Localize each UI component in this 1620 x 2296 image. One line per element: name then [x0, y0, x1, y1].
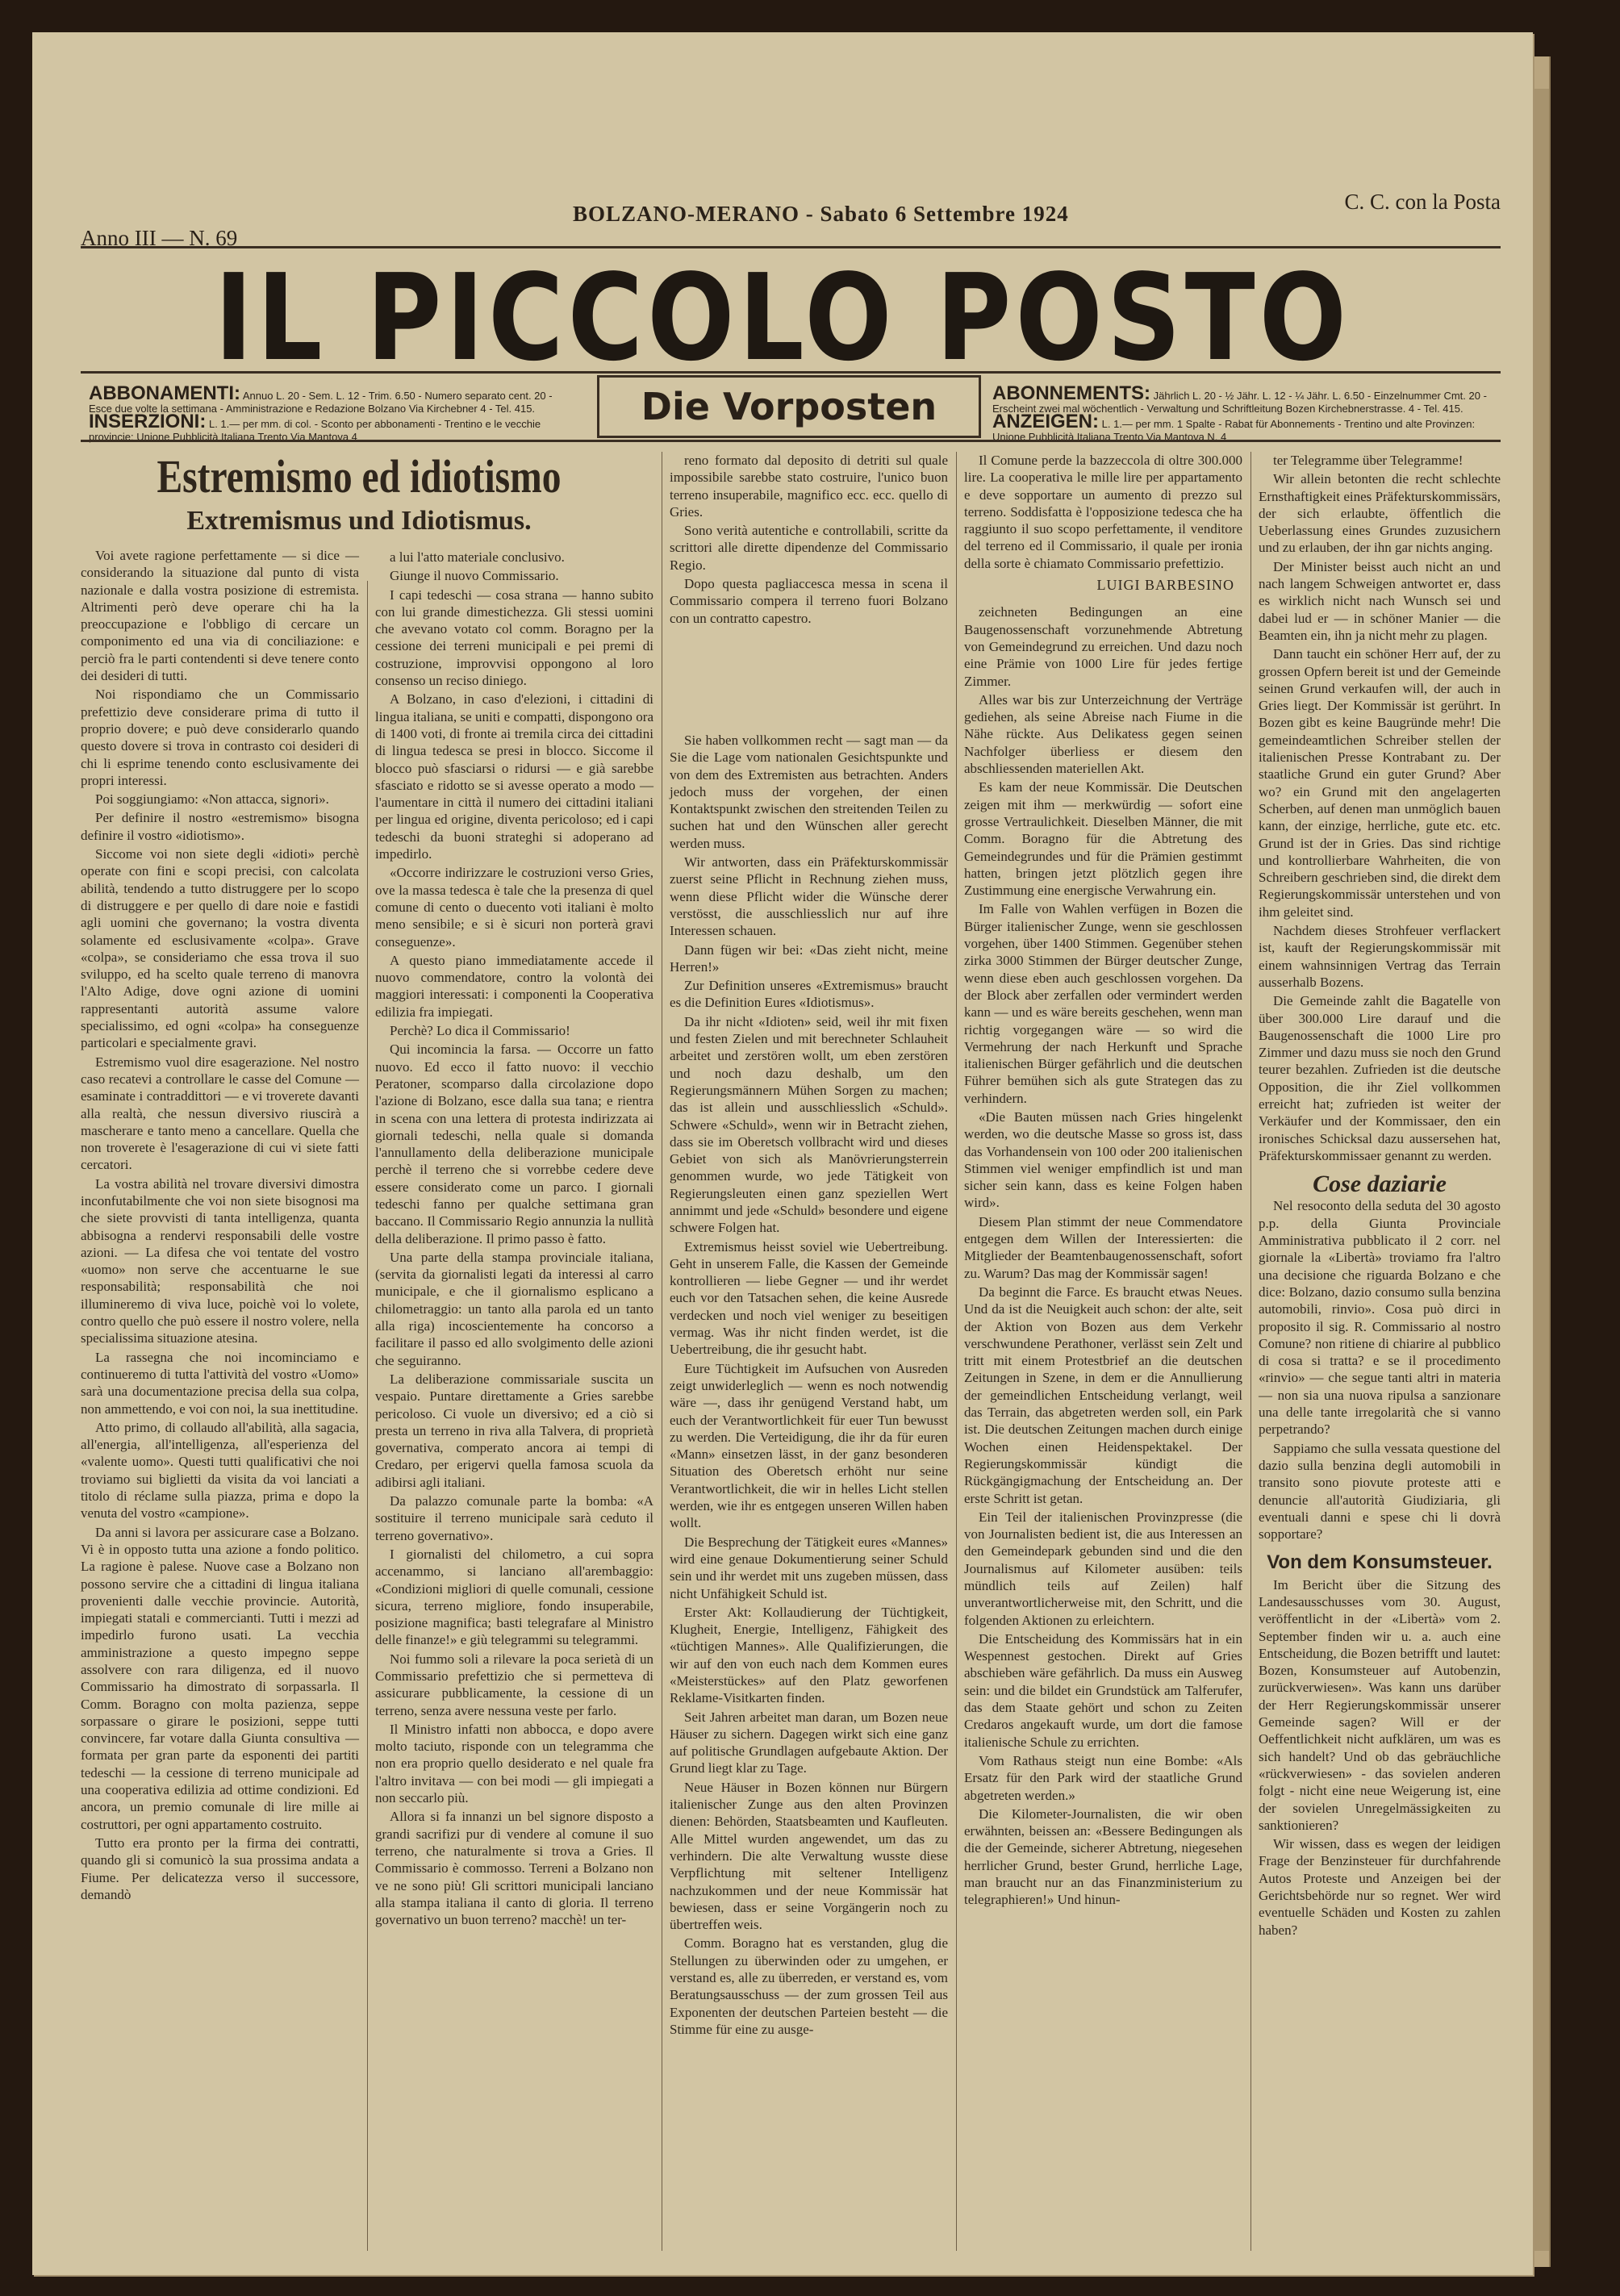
paragraph: Der Minister beisst auch nicht an und nach langem Schweigen antwortet er, dass es wirklich nicht nach Wunsch sei und dabei lud er — in schöner Manier — die Beamten ein, ihn ja nicht mehr zu plagen. — [1259, 558, 1501, 643]
issue-number: Anno III — N. 69 — [81, 226, 238, 250]
inserzioni-label: INSERZIONI: — [89, 411, 207, 432]
col5-german-body — [1259, 452, 1501, 1164]
newspaper-title: IL PICCOLO POSTO — [214, 248, 1351, 387]
paragraph: Im Bericht über die Sitzung des Landesausschusses vom 30. August, veröffentlicht in der «Libertà» vom 2. September finden wir u. a. auch eine Entscheidung, die Bozen betrifft und lautet: Bozen, Konsumsteuer auf Autobenzin, zurückverwiesen». Was kann uns darüber der Herr Regierungskommissär unserer Gemeinde sagen? Will er der Oeffentlichkeit nicht aufklären, um was es sich handelt? Und ob das gebräuchliche «rückverwiesen» - das sovielen anderen folgt - nicht eine neue Weigerung ist, eine der sovielen Unregelmässigkeiten zu sanktionieren? — [1259, 1576, 1501, 1833]
konsumsteuer-body — [1259, 1576, 1501, 1939]
paragraph: Extremismus heisst soviel wie Uebertreibung. Geht in unserem Falle, die Kassen der Gemeinde kontrollieren — liebe Gegner — und ihr werdet euch vor den Tatsachen sehen, die keine Ausrede verdecken und noch viel weniger zu beseitigen vermag. Was ihr nicht finden werdet, ist die Uebertreibung, die ihr gesucht habt. — [670, 1238, 948, 1358]
postal-note: C. C. con la Posta — [1344, 190, 1501, 214]
paragraph: Diesem Plan stimmt der neue Commendatore entgegen dem Willen der Interessierten: die Mitglieder der Beamtenbaugenossenschaft, sofort zu. Warum? Das mag der Kommissär sagen! — [964, 1213, 1242, 1281]
paragraph: I capi tedeschi — cosa strana — hanno subito con lui grande dimestichezza. Gli stessi uomini che avevano votato col comm. Boragno per la cessione dei terreni municipali e pei premi di costruzione, improvvisi oppongono al loro consenso un reciso diniego. — [375, 587, 653, 689]
paragraph: ter Telegramme über Telegramme! — [1273, 453, 1463, 468]
paragraph: Il Comune perde la bazzeccola di oltre 300.000 lire. La cooperativa le mille lire per appartamento e deve sopportare un aumento di prezzo sul terreno. Soddisfatta è l'opposizione tedesca che ha raggiunto il suo scopo perfettamente, il venditore del terreno ed il Commissario, il quale per ironia della sorte è chiamato Commissario prefettizio. — [964, 453, 1242, 571]
konsumsteuer-title: Von dem Konsumsteuer. — [1267, 1551, 1493, 1574]
subscriptions-de — [992, 382, 1493, 444]
col4-body — [964, 452, 1242, 572]
paragraph: Wir wissen, dass es wegen der leidigen Frage der Benzinsteuer für durchfahrende Autos Proteste und Anzeigen bei der Gerichtsbehörde nur so regnet. Wer wird eventuelle Schäden und Kosten zu zahlen haben? — [1259, 1836, 1501, 1938]
paragraph: A Bolzano, in caso d'elezioni, i cittadini di lingua italiana, se uniti e compatti, dispongono ora di 1400 voti, di fronte ai tremila circa dei cittadini di lingua tedesca se presi in blocco. Siccome il blocco può sfasciarsi o ridursi — e già sarebbe sfasciato e ridotto se si avesse operato a modo — l'aumentare in città il numero dei cittadini italiani per lingua ed origine, diventa pericoloso; ed i capi tedeschi da buoni strateghi si adoperano ad impedirlo. — [375, 691, 653, 862]
paragraph: Nachdem dieses Strohfeuer verflackert ist, kauft der Regierungskommissär mit einem wahnsinnigen Vertrag das Terrain ausserhalb Bozens. — [1259, 923, 1501, 990]
paragraph: Sono verità autentiche e controllabili, scritte da scrittori alle dirette dipendenze del Commissario Regio. — [670, 523, 948, 573]
paragraph: Die Entscheidung des Kommissärs hat in ein Wespennest gestochen. Direkt auf Gries abschieben wäre gefährlich. Da muss ein Ausweg sein: und die bildet ein Grundstück am Talferufer, das dem Staate gehört und schon zu Zeiten Credaros angekauft wurde, um dort die famose italienische Schule zu errichten. — [964, 1630, 1242, 1750]
paragraph: La rassegna che noi incominciamo e continueremo di tutta l'attività del vostro «Uomo» sarà una documentazione precisa della sua colpa, non ammettendo, e voi con noi, la sua inettitudine. — [81, 1349, 359, 1417]
anzeigen-text: L. 1.— per mm. 1 Spalte - Rabat für Abonnements - Trentino und alte Provinzen: Unione Pubblicità Italiana Trento Via Mantova N. 4 — [992, 418, 1476, 443]
paragraph: Zur Definition unseres «Extremismus» braucht es die Definition Eures «Idiotismus». — [670, 978, 948, 1011]
paragraph: Il Ministro infatti non abbocca, e dopo avere molto taciuto, risponde con un telegramma che non era proprio quello desiderato e nel quale fra l'altro invitava — con bei modi — gli impiegati a non seccarlo più. — [375, 1721, 653, 1806]
paragraph: Perchè? Lo dica il Commissario! — [390, 1023, 570, 1039]
masthead-info — [81, 153, 1501, 250]
paragraph: Atto primo, di collaudo all'abilità, alla sagacia, all'energia, all'intelligenza, all'esperienza del «valente uomo». Questi tutti qualificativi che noi troviamo sui biglietti da visita da voi lanciati a titolo di réclame sulla piazza, prima e dopo la venuta del vostro «campione». — [81, 1419, 359, 1522]
paragraph: Die Gemeinde zahlt die Bagatelle von über 300.000 Lire darauf und die Baugenossenschaft die 1000 Lire pro Zimmer und dazu muss sie noch den Grund teurer bezahlen. Zufrieden ist die deutsche Opposition, die ihr Ziel vollkommen erreicht hat; zufrieden ist weiter der Verkäufer und der Kommissaer, den ein ironisches Schicksal dazu aussersehen hat, Präfekturskommissaer genannt zu werden. — [1259, 993, 1501, 1163]
paragraph: Per definire il nostro «estremismo» bisogna definire il vostro «idiotismo». — [81, 810, 359, 843]
column-5 — [1259, 452, 1501, 1940]
col3-german-body — [670, 732, 948, 2038]
paragraph: Siccome voi non siete degli «idioti» perchè operate con fini e scopi precisi, con calcolata abilità, tendendo a tutto distruggere per lo scopo di distruggere e per quello di dare noie e fastidi agli uomini che governano; la vostra diventa solamente ed esclusivamente «colpa». Grave «colpa», se consideriamo che essa trova il suo sviluppo, ed ha scelto quale terreno di manovra l'Alto Adige, dove ogni azione di uomini rappresentanti autorità assume valore specialissimo, ed ogni «colpa» ha conseguenze particolari e specialmente gravi. — [81, 846, 359, 1051]
paragraph: La deliberazione commissariale suscita un vespaio. Puntare direttamente a Gries sarebbe pericoloso. Ci vuole un diversivo; ed a ciò si presta un terreno in riva alla Talvera, di proprietà governativa, comperato ancora ai tempi di Credaro, per erigervi quella famosa scuola da adibirsi agli italiani. — [375, 1371, 653, 1490]
paragraph: Sappiamo che sulla vessata questione del dazio sulla benzina degli automobili in transito sono piovute proteste atti e denuncie all'autorità Giudiziaria, gli eventuali danni e spese chi li dovrà sopportare? — [1259, 1440, 1501, 1542]
paragraph: Da ihr nicht «Idioten» seid, weil ihr mit fixen und festen Zielen und mit berechneter Schlauheit arbeitet und zerstören wollt, um eben zerstören und noch dazu deshalb, um den Regierungsmännern Mühen Sorgen zu machen; das ist allein und ausschliesslich «Schuld». Schwere «Schuld», wenn wir in Betracht ziehen, dass sie im Oberetsch vollbracht wird und dieses Gebiet von sich als Manövrierungsterrein genommen wurde, wo jede Tätigkeit von Regierungsleuten einen ganz speziellen Wert annimmt und jede «Schuld» besondere und eigene schwere Folgen hat. — [670, 1013, 948, 1236]
paragraph: Comm. Boragno hat es verstanden, glug die Stellungen zu überwinden oder zu umgehen, er verstand es, alle zu überreden, er verstand es, vom Beratungsausschuss — der zum grossen Teil aus Exponenten der deutschen Parteien besteht — die Stimme für eine zu ausge- — [670, 1935, 948, 2037]
paragraph: Estremismo vuol dire esagerazione. Nel nostro caso recatevi a controllare le casse del Comune — esaminate i contraddittori — e vi troverete davanti alla realtà, che nessun diversivo riuscirà a mascherare e tanto meno a cancellare. Quella che non troverete è l'esagerazione di cui vi siete fatti cercatori. — [81, 1054, 359, 1173]
paragraph: Dann taucht ein schöner Herr auf, der zu grossen Opfern bereit ist und der Gemeinde seinen Grund verkaufen will, der auch in Gries liegt. Der Kommissär ist gerührt. In Bozen gibt es keine Baugründe mehr! Die gemeindeamtlichen Schreiber stellen der italienischen Presse Kontrabant zu. Der staatliche Grund ein guter Grund? Aber wo? ein Grund mit den angelagerten Scherben, auf denen man unmöglich bauen kann, der einzige, herrliche, gute etc. etc. Grund ist der in Gries. Das sind richtige und kontrollierbare Wahrheiten, die von Schreibern geschrieben sind, die direkt dem Regierungskommissär unterstehen und von ihm geleitet sind. — [1259, 646, 1501, 920]
article-subheadline: Extremismus und Idiotismus. — [186, 506, 532, 536]
column-rule-4 — [1250, 452, 1251, 2251]
dazio-title: Cose daziarie — [1313, 1171, 1447, 1198]
subscriptions-it — [89, 382, 573, 444]
inserzioni-text: L. 1.— per mm. di col. - Sconto per abbonamenti - Trentino e le vecchie provincie: Unione Pubblicità Italiana Trento Via Mantova 4 — [89, 418, 541, 443]
column-rule-3 — [956, 452, 957, 2251]
paragraph: I giornalisti del chilometro, a cui sopra accenammo, si lanciano all'arembaggio: «Condizioni migliori di quelle comunali, cessione sicura, terreno migliore, fondo insuperabile, posizione magnifica; basti telegrafare al Ministro delle finanze!» e giù telegrammi su telegrammi. — [375, 1546, 653, 1648]
article-headline: Estremismo ed idiotismo — [157, 450, 562, 503]
column-3 — [670, 452, 948, 2039]
paragraph: Alles war bis zur Unterzeichnung der Verträge gediehen, als seine Abreise nach Fiume in die Nähe rückte. Aus Delikatess gegen seinen Nachfolger überliess er diesem den abschliessenden materiellen Akt. — [964, 691, 1242, 777]
paragraph: Tutto era pronto per la firma dei contratti, quando gli si comunicò la sua prossima andata a Fiume. Per delicatezza verso il successore, demandò — [81, 1835, 359, 1902]
paragraph: Nel resoconto della seduta del 30 agosto p.p. della Giunta Provinciale Amministrativa pubblicato il 2 corr. nel giornale la «Libertà» troviamo fra l'altro una decisione che riguarda Bolzano e che dice: Bolzano, dazio consumo sulla benzina automobili, rinvio». Cosa può dirci in proposito il sig. R. Commissario al nostro Comune? non ritiene di chiarire al pubblico di cosa si tratta? e se il procedimento «rinvio» — che segue tanti altri in materia — non sia una nuova ripulsa a sanzionare una delle tante irregolarità che si vanno perpetrando? — [1259, 1198, 1501, 1438]
paragraph: «Die Bauten müssen nach Gries hingelenkt werden, wo die deutsche Masse so gross ist, dass das Vorhandensein von 100 oder 200 italienischen Stimmen viel weniger empfindlich ist und man sicher sein kann, dass es keine Folgen haben wird». — [964, 1108, 1242, 1211]
paragraph: A questo piano immediatamente accede il nuovo commendatore, contro la volontà dei maggiori interessati: i componenti la Cooperativa edilizia fra impiegati. — [375, 952, 653, 1020]
dazio-body — [1259, 1197, 1501, 1542]
paragraph: Dann fügen wir bei: «Das zieht nicht, meine Herren!» — [670, 941, 948, 975]
paragraph: Im Falle von Wahlen verfügen in Bozen die Bürger italienischer Zunge, wenn sie geschlossen vorgehen, über 1400 Stimmen. Gegenüber stehen zirka 3000 Stimmen der Bürger deutscher Zunge, wenn diese eben auch geschlossen vorgehen. Da der Block aber zerfallen oder vermindert werden kann — und es wäre bereits geschehen, wenn man richtig vorgegangen wäre — so wird die Vermehrung der nach Herkunft und Sprache italienischen Bürger gefährlich und die deutschen Führer bemühen sich als gute Strategen das zu verhindern. — [964, 901, 1242, 1106]
column-rule-1 — [367, 581, 368, 2251]
paragraph: Eure Tüchtigkeit im Aufsuchen von Ausreden zeigt unwiderleglich — wenn es noch notwendig wäre —, dass ihr genügend Verstand habt, um euch der Verantwortlichkeit für euer Tun bewusst zu werden. Die Verteidigung, die ihr da für euren «Mann» einsetzen lässt, in der ganz besonderen Situation des Oberetsch erhöht nur seine Verantwortlichkeit, die wir in helles Licht stellen werden, wie ihr es entgegen unseren Willen haben wollt. — [670, 1360, 948, 1531]
paragraph: Noi rispondiamo che un Commissario prefettizio deve considerare prima di tutto il proprio dovere; e può deve considerarlo quando questo dovere si trova in contrasto coi desideri di chi li esprime tenendo conto esclusivamente dei propri interessi. — [81, 687, 359, 788]
col1-body — [81, 547, 359, 1903]
paragraph: Voi avete ragione perfettamente — si dice — considerando la situazione dal punto di vista nazionale e dalla vostra posizione di estremista. Altrimenti però deve operare chi ha la preoccupazione e l'obbligo di cercare un componimento ed una via di conciliazione: e perciò fra le parti contendenti si deve tenere conto dei desideri di tutti. — [81, 548, 359, 684]
abbonamenti-label: ABBONAMENTI: — [89, 382, 240, 404]
header-bottom-rule — [81, 440, 1501, 442]
column-2 — [375, 549, 653, 1930]
paragraph: Seit Jahren arbeitet man daran, um Bozen neue Häuser zu sichern. Dagegen wirkt sich eine ganz auf politische Grundlagen aufgebaute Aktion. Der Grund liegt klar zu Tage. — [670, 1709, 948, 1776]
paragraph: Da anni si lavora per assicurare case a Bolzano. Vi è in opposto tutta una azione a fondo politico. La ragione è palese. Nuove case a Bolzano non possono servire che a cittadini di lingua italiana provenienti dalle vecchie provincie. Autorità, impiegati statali e commercianti. Tutti i mezzi ad impedirlo furono usati. La vecchia amministrazione a questo impegno seppe assolvere con rara diligenza, ed il nuovo Commissario ha dimostrato di sorpassarla. Il Comm. Boragno con molta pazienza, seppe sorpassare o girare le posizioni, seppe tutti convincere, far votare dalla Giunta consultiva — formata per gran parte da esponenti dei partiti tedeschi — la cessione di terreno municipale ad una cooperativa edilizia ad ottime condizioni. Ed ancora, un premio comunale di lire mille ai costruttori, per ogni appartamento costruito. — [81, 1524, 359, 1832]
paragraph: Sie haben vollkommen recht — sagt man — da Sie die Lage vom nationalen Gesichtspunkte und von dem des Extremisten aus betrachten. Anders jedoch muss der vorgehen, der einen Kontaktspunkt zwischen den streitenden Teilen zu suchen hat und den Wünschen aller gerecht werden muss. — [670, 732, 948, 851]
author-signature: LUIGI BARBESINO — [1096, 577, 1234, 594]
paragraph: Una parte della stampa provinciale italiana, (servita da giornalisti legati da interessi al carro municipale, e che il giornalismo esplicano a chilometraggio: un tanto alla parola ed un tanto alla riga) incoscientemente ha concorso a facilitare il passo ed allo svolgimento delle azioni che seguiranno. — [375, 1249, 653, 1368]
paragraph: Dopo questa pagliaccesca messa in scena il Commissario compera il terreno fuori Bolzano con un contratto capestro. — [670, 576, 948, 626]
paragraph: Noi fummo soli a rilevare la poca serietà di un Commissario prefettizio che si permetteva di assicurare pubblicamente, la cessione di un terreno, senza avere nessuna veste per farlo. — [375, 1651, 653, 1718]
place-date: BOLZANO-MERANO - Sabato 6 Settembre 1924 — [573, 202, 1069, 226]
col2-body — [375, 549, 653, 1928]
paragraph: Poi soggiungiamo: «Non attacca, signori». — [95, 791, 329, 808]
german-title: Die Vorposten — [597, 375, 981, 438]
paragraph: Ein Teil der italienischen Provinzpresse (die von Journalisten bedient ist, die aus Interessen an den Gemeindepark gebunden sind und die den Journalismus auf Kilometer ausüben: teils mündlich teils auf Zeilen) half unverantwortlicherweise mit, den Schritt, und die folgenden Aktionen zu erleichtern. — [964, 1509, 1242, 1628]
col4-german-body — [964, 603, 1242, 1908]
paragraph: Erster Akt: Kollaudierung der Tüchtigkeit, Klugheit, Energie, Intelligenz, Fähigkeit des «tüchtigen Mannes». Alle Qualifizierungen, die wir auf den von euch nach dem Kommen eures «Meisterstückes» auf den Platz geworfenen Reklame-Visitkarten finden. — [670, 1604, 948, 1706]
masthead-bottom-rule — [81, 371, 1501, 374]
abbonamenti-text: Annuo L. 20 - Sem. L. 12 - Trim. 6.50 - Numero separato cent. 20 - Esce due volte la settimana - Amministrazione e Redazione Bolzano Via Kirchebner 4 - Tel. 415. — [89, 390, 553, 415]
paragraph: «Occorre indirizzare le costruzioni verso Gries, ove la massa tedesca è tale che la presenza di quel comune di cento o duecento voti italiani è molto meno sensibile; e si è sicuri non porterà gravi conseguenze». — [375, 865, 653, 950]
paragraph: reno formato dal deposito di detriti sul quale impossibile sarebbe stato costruire, l'unico buon terreno insuperabile, magnifico ecc. ecc. quello di Gries. — [670, 453, 948, 520]
abonnements-label: ABONNEMENTS: — [992, 382, 1150, 404]
paragraph: Die Kilometer-Journalisten, die wir oben erwähnten, beissen an: «Bessere Bedingungen als die der Gemeinde, sicherer Abtretung, niegesehen herrlicher Grund, bester Grund, herrliche Lage, man braucht nur an das Finanzministerium zu telegraphieren!» Und hinun- — [964, 1805, 1242, 1908]
abonnements-text: Jährlich L. 20 - ½ Jähr. L. 12 - ¼ Jähr. L. 6.50 - Einzelnummer Cmt. 20 - Erscheint zwei mal wöchentlich - Verwaltung und Schriftleitung Bozen Kirchebnerstrasse. 4 - Tel. 415. — [992, 390, 1487, 415]
paragraph: Es kam der neue Kommissär. Die Deutschen zeigen mit ihm — merkwürdig — sofort eine grosse Vertraulichkeit. Dieselben Männer, die mit Comm. Boragno für die Abtretung des Gemeindegrundes und für die Prämien gestimmt hatten, bringen jetzt plötzlich gegen ihre Zustimmung eine energische Verwahrung ein. — [964, 779, 1242, 899]
col3-body — [670, 452, 948, 627]
paragraph: Wir allein betonten die recht schlechte Ernsthaftigkeit eines Präfekturskommissärs, der sich erlaubte, öffentlich die Ueberlassung eines Grundes zuzusichern und zu erlauben, der ihn gar nichts anging. — [1259, 471, 1501, 556]
paragraph: Neue Häuser in Bozen können nur Bürgern italienischer Zunge aus den alten Provinzen dienen: Behörden, Staatsbeamten und Kaufleuten. Alle Mittel wurden angewendet, um das zu verhindern. Die alte Verwaltung wusste diese Verpflichtung mit seltener Intelligenz nachzukommen und der neue Kommissär hat bewiesen, dass er seine Vorgängerin noch zu übertreffen weis. — [670, 1779, 948, 1933]
paragraph: Die Besprechung der Tätigkeit eures «Mannes» wird eine genaue Dokumentierung seiner Schuld sein und ihr werdet mit uns zugeben müssen, dass nicht Unfähigkeit Schuld ist. — [670, 1534, 948, 1601]
anzeigen-label: ANZEIGEN: — [992, 411, 1099, 432]
paragraph: Allora si fa innanzi un bel signore disposto a grandi sacrifizi pur di vendere al comune il suo terreno, che naturalmente si trova a Gries. Il Commissario è commosso. Terreni a Bolzano non ve ne sono più! Gli scrittori municipali lanciano alla stampa italiana il canto di gloria. Il terreno governativo un buon terreno? macchè! un ter- — [375, 1809, 653, 1928]
paragraph: La vostra abilità nel trovare diversivi dimostra inconfutabilmente che voi non siete bisognosi ma che siete provvisti di tanta intelligenza, quanta abbisogna a rendervi responsabili delle vostre azioni. — La difesa che voi tentate del vostro «uomo» non serve che accentuarne le sue responsabilità; responsabilità che noi illumineremo di viva luce, poichè voi lo volete, contro quello che può essere il nostro volere, nella specialissima situazione atesina. — [81, 1175, 359, 1346]
paragraph: Da beginnt die Farce. Es braucht etwas Neues. Und da ist die Neuigkeit auch schon: der alte, seit der Aktion von Bozen aus dem Verkehr verschwundene Perathoner, verlässt sein Zelt und tritt mit einem Protestbrief an die deutschen Zeitungen in Szene, in dem er die Annullierung der gemeindlichen Entscheidung verlangt, weil das Terrain, das abgetreten werden soll, ein Park ist. Die deutschen Zeitungen machen durch einige Wochen einen Heidenspektakel. Der Regierungskommissär kündigt die Rückgängigmachung der Entscheidung an. Der erste Schritt ist getan. — [964, 1284, 1242, 1506]
paragraph: zeichneten Bedingungen an eine Baugenossenschaft vorzunehmende Abtretung von Gemeindegrund zu erreichen. Und dazu noch eine Prämie von 1000 Lire für jedes fertige Zimmer. — [964, 604, 1242, 689]
paragraph: Vom Rathaus steigt nun eine Bombe: «Als Ersatz für den Park wird der staatliche Grund abgetreten werden.» — [964, 1752, 1242, 1803]
newspaper-page — [32, 32, 1533, 2275]
paragraph: Wir antworten, dass ein Präfekturskommissär zuerst seine Pflicht in Rechnung ziehen muss, wenn diese Pflicht wider die Wünsche derer verstösst, die ausschliesslich nur auf ihre Interessen schauen. — [670, 854, 948, 939]
paragraph: Giunge il nuovo Commissario. — [390, 568, 559, 584]
paragraph: a lui l'atto materiale conclusivo. — [390, 549, 565, 565]
paragraph: Da palazzo comunale parte la bomba: «A sostituire il terreno municipale sarà ceduto il terreno governativo». — [375, 1493, 653, 1543]
paragraph: Qui incomincia la farsa. — Occorre un fatto nuovo. Ed ecco il fatto nuovo: il vecchio Peratoner, scomparso dalla circolazione dopo l'azione di Bolzano, esce dalla sua tana; e rientra in scena con una lettera di protesta indirizzata ai giornali tedeschi, nella quale si domanda l'annullamento della deliberazione municipale perchè il terreno che si vorrebbe cedere deve essere considerato come un parco. I giornali tedeschi fanno per qualche settimana gran baccano. Il Commissario Regio annunzia la nullità della deliberazione. Il primo passo è fatto. — [375, 1042, 653, 1246]
column-4 — [964, 452, 1242, 1910]
